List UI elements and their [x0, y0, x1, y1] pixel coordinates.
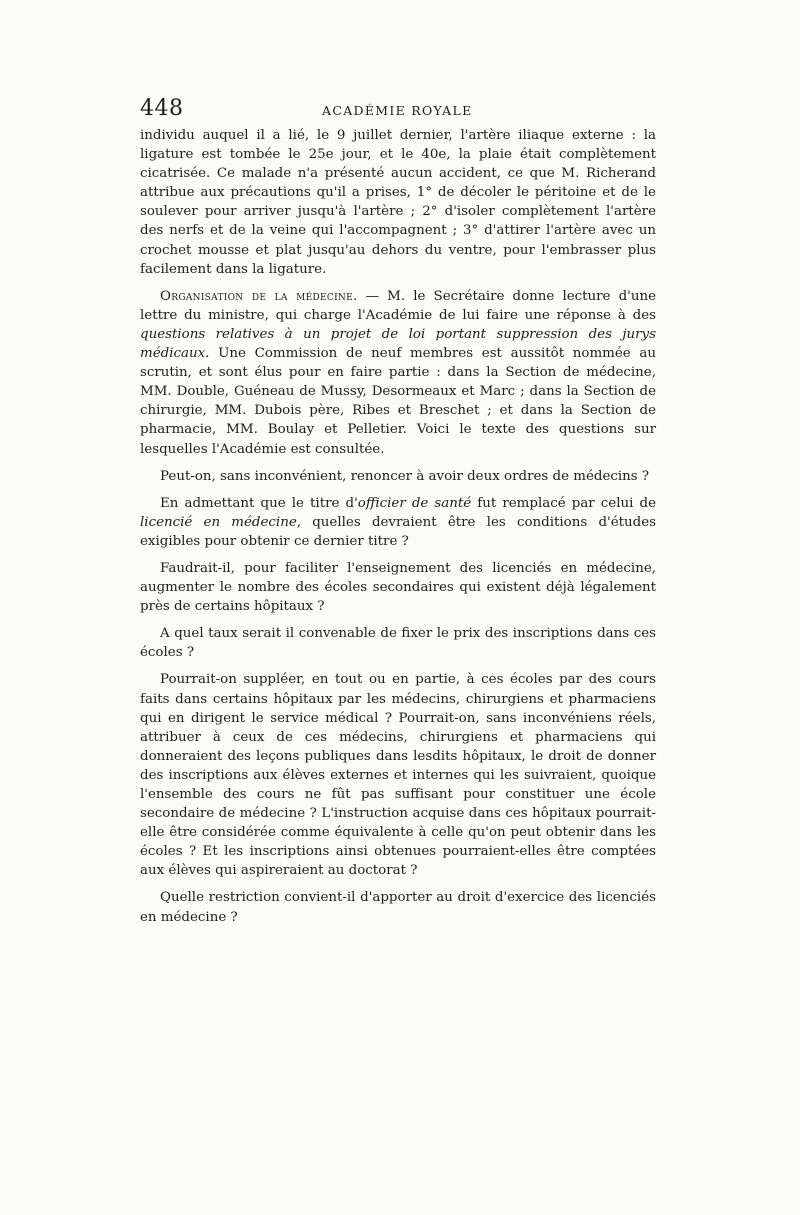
question-paragraph: Pourrait-on suppléer, en tout ou en partie, à ces écoles par des cours faits dans certains hôpitaux par les médecins, chirurgiens et pharmaciens qui en dirigent le service médical ? Pourrait-on, sans inconvéniens réels, attribuer à ceux de ces médecins, chirurgiens et pharmaciens qui donneraient des leçons publiques dans lesdits hôpitaux, le droit de donner des inscriptions aux élèves externes et internes qui les suivraient, quoique l'ensemble des cours ne fût pas suffisant pour constituer une école secondaire de médecine ? L'instruction acquise dans ces hôpitaux pourrait-elle être considérée comme équivalente à celle qu'on peut obtenir dans les écoles ? Et les inscriptions ainsi obtenues pourraient-elles être comptées aux élèves qui aspireraient au doctorat ?	[140, 672, 656, 879]
paragraph-text: En admettant que le titre d'	[160, 495, 358, 511]
paragraph-text: Une Commission de neuf membres est aussitôt nommée au scrutin, et sont élus pour en faire partie : dans la Section de médecine, MM. Double, Guéneau de Mussy, Desormeaux et Marc ; dans la Section de chirurgie, MM. Dubois père, Ribes et Breschet ; et dans la Section de pharmacie, MM. Boulay et Pelletier. Voici le texte des questions sur lesquelles l'Académie est consultée.	[140, 346, 656, 457]
question-paragraph: A quel taux serait il convenable de fixer le prix des inscriptions dans ces écoles ?	[140, 626, 656, 661]
page-number: 448	[140, 96, 184, 121]
running-title: ACADÉMIE ROYALE	[322, 103, 473, 118]
italic-text: questions relatives à un projet de loi portant suppression des jurys médicaux.	[140, 326, 656, 362]
paragraph-continuation: individu auquel il a lié, le 9 juillet dernier, l'artère iliaque externe : la ligature est tombée le 25e jour, et le 40e, la plaie était complètement cicatrisée. Ce malade n'a présenté aucun accident, ce que M. Richerand attribue aux précautions qu'il a prises, 1° de décoler le péritoine et de le soulever pour arriver jusqu'à l'artère ; 2° d'isoler complètement l'artère des nerfs et de la veine qui l'accompagnent ; 3° d'attirer l'artère avec un crochet mousse et plat jusqu'au dehors du ventre, pour l'embrasser plus facilement dans la ligature.	[140, 128, 656, 277]
page	[140, 96, 656, 935]
running-head	[140, 96, 656, 126]
paragraph-text: fut remplacé par celui de	[471, 495, 657, 511]
paragraph-text: , quelles devraient être les conditions d'études exigibles pour obtenir ce dernier titre ?	[140, 514, 656, 549]
question-paragraph: Peut-on, sans inconvénient, renoncer à avoir deux ordres de médecins ?	[160, 468, 650, 484]
paragraph-text: M. le Secrétaire donne lecture d'une lettre du ministre, qui charge l'Académie de lui faire une réponse à des	[140, 288, 657, 323]
section-heading: Organisation de la médecine.	[160, 288, 358, 304]
body-text	[140, 126, 656, 927]
paragraph-organisation	[140, 287, 656, 459]
question-paragraph: Quelle restriction convient-il d'apporter au droit d'exercice des licenciés en médecine ?	[140, 890, 656, 925]
italic-text: licencié en médecine	[140, 514, 297, 530]
question-paragraph: Faudrait-il, pour faciliter l'enseignement des licenciés en médecine, augmenter le nombre des écoles secondaires qui existent déjà légalement près de certains hôpitaux ?	[140, 560, 656, 615]
heading-dash: —	[357, 288, 388, 304]
italic-text: officier de santé	[357, 495, 472, 511]
question-paragraph	[140, 494, 656, 551]
